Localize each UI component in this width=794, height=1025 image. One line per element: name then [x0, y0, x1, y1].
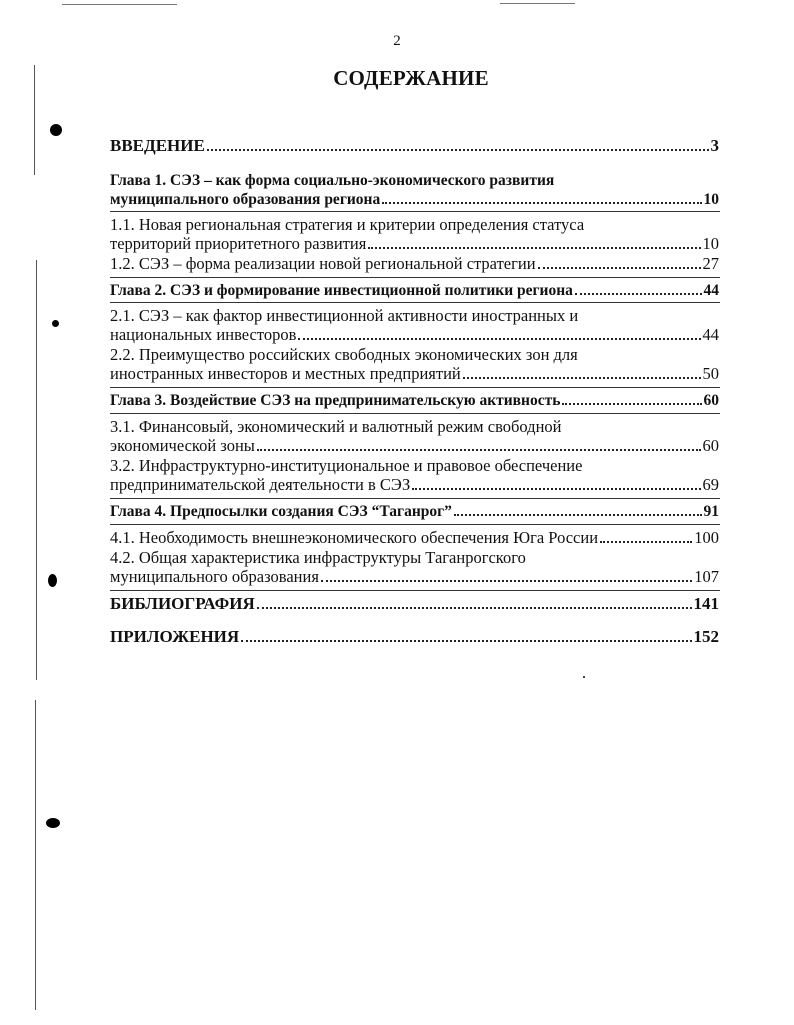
toc-intro-page: 3	[710, 136, 719, 155]
chapter-1-page: 10	[703, 191, 719, 208]
dot-leader	[600, 540, 692, 543]
toc-intro	[110, 136, 719, 156]
section-4-2-title-line2: муниципального образования	[110, 567, 319, 586]
toc-chapter-2	[110, 281, 719, 300]
punch-hole-mark	[50, 124, 62, 136]
dot-leader	[257, 448, 701, 451]
scan-artefact-line	[500, 3, 575, 4]
dot-leader	[241, 639, 691, 642]
section-divider	[110, 211, 720, 212]
dot-leader	[368, 246, 700, 249]
dot-leader	[321, 579, 692, 582]
scan-artefact-line	[34, 65, 35, 175]
punch-hole-mark	[52, 320, 59, 327]
toc-section-4-1	[110, 528, 719, 547]
dot-leader	[298, 337, 700, 340]
chapter-2-title: Глава 2. СЭЗ и формирование инвестиционной политики региона	[110, 282, 573, 299]
chapter-1-title-line2: муниципального образования региона	[110, 191, 381, 208]
page-number: 2	[393, 33, 401, 49]
toc-section-1-1	[110, 215, 719, 253]
appendices-page: 152	[693, 627, 719, 646]
section-divider	[110, 524, 720, 525]
dot-leader	[207, 148, 709, 151]
bibliography-page: 141	[693, 594, 719, 613]
punch-hole-mark	[46, 818, 60, 828]
section-1-2-title: 1.2. СЭЗ – форма реализации новой региональной стратегии	[110, 254, 536, 273]
section-divider	[110, 302, 720, 303]
scan-artefact-line	[36, 260, 37, 680]
section-3-1-title-line1: 3.1. Финансовый, экономический и валютный режим свободной	[110, 417, 562, 436]
section-divider	[110, 498, 720, 499]
section-2-2-title-line2: иностранных инвесторов и местных предприятий	[110, 364, 461, 383]
scan-speck	[583, 676, 585, 678]
chapter-4-title: Глава 4. Предпосылки создания СЭЗ “Таганрог”	[110, 503, 452, 520]
section-3-1-title-line2: экономической зоны	[110, 436, 255, 455]
dot-leader	[463, 376, 701, 379]
dot-leader	[382, 201, 701, 204]
toc-chapter-3	[110, 391, 719, 410]
section-3-2-title-line1: 3.2. Инфраструктурно-институциональное и правовое обеспечение	[110, 456, 583, 475]
dot-leader	[257, 606, 692, 609]
section-4-1-title: 4.1. Необходимость внешнеэкономического обеспечения Юга России	[110, 528, 599, 547]
section-divider	[110, 387, 720, 388]
section-2-1-page: 44	[702, 325, 719, 344]
dot-leader	[454, 513, 702, 516]
appendices-label: ПРИЛОЖЕНИЯ	[110, 627, 240, 646]
section-3-2-title-line2: предпринимательской деятельности в СЭЗ	[110, 475, 411, 494]
section-2-2-page: 50	[702, 364, 719, 383]
section-1-1-title-line1: 1.1. Новая региональная стратегия и критерии определения статуса	[110, 215, 585, 234]
section-4-2-page: 107	[694, 567, 719, 586]
section-1-1-title-line2: территорий приоритетного развития	[110, 234, 367, 253]
toc-intro-label: ВВЕДЕНИЕ	[110, 136, 205, 155]
chapter-3-page: 60	[703, 392, 719, 409]
chapter-1-title-line1: Глава 1. СЭЗ – как форма социально-экономического развития	[110, 172, 555, 189]
toc-section-3-1	[110, 417, 719, 455]
dot-leader	[538, 266, 701, 269]
section-2-2-title-line1: 2.2. Преимущество российских свободных экономических зон для	[110, 345, 578, 364]
toc-appendices	[110, 627, 719, 647]
bibliography-label: БИБЛИОГРАФИЯ	[110, 594, 255, 613]
chapter-2-page: 44	[703, 282, 719, 299]
punch-hole-mark	[48, 574, 57, 587]
toc-section-4-2	[110, 548, 719, 586]
section-2-1-title-line1: 2.1. СЭЗ – как фактор инвестиционной активности иностранных и	[110, 306, 579, 325]
dot-leader	[575, 292, 702, 295]
toc-section-3-2	[110, 456, 719, 494]
toc-section-1-2	[110, 254, 719, 273]
toc-section-2-1	[110, 306, 719, 344]
toc-bibliography	[110, 594, 719, 614]
section-4-1-page: 100	[694, 528, 719, 547]
toc-section-2-2	[110, 345, 719, 383]
section-2-1-title-line2: национальных инвесторов	[110, 325, 297, 344]
section-divider	[110, 277, 720, 278]
chapter-4-page: 91	[703, 503, 719, 520]
dot-leader	[412, 487, 700, 490]
section-4-2-title-line1: 4.2. Общая характеристика инфраструктуры Таганрогского	[110, 548, 526, 567]
page-title: СОДЕРЖАНИЕ	[333, 66, 489, 90]
scan-artefact-line	[62, 4, 177, 5]
section-divider	[110, 413, 720, 414]
toc-chapter-1	[110, 171, 719, 209]
section-3-2-page: 69	[702, 475, 719, 494]
dot-leader	[562, 402, 701, 405]
section-divider	[110, 590, 720, 591]
section-1-1-page: 10	[702, 234, 719, 253]
chapter-3-title: Глава 3. Воздействие СЭЗ на предпринимательскую активность	[110, 392, 561, 409]
scan-artefact-line	[35, 700, 36, 1010]
section-1-2-page: 27	[702, 254, 719, 273]
section-3-1-page: 60	[702, 436, 719, 455]
toc-chapter-4	[110, 502, 719, 521]
